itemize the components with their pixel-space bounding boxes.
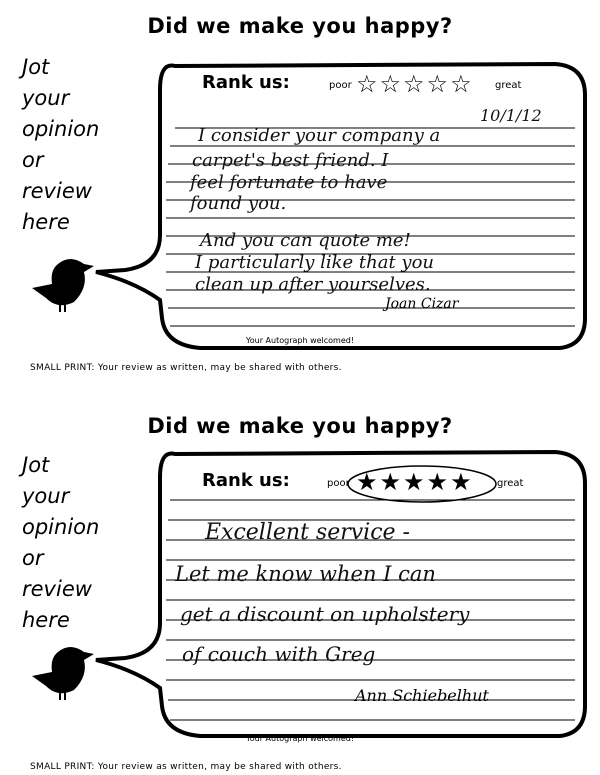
rank-label: Rank us:	[202, 72, 290, 93]
review-card-2	[0, 388, 600, 775]
handwritten-line: I particularly like that you	[195, 252, 435, 273]
rank-label: Rank us:	[202, 470, 290, 491]
side-prompt: Jot your opinion or review here	[22, 453, 100, 632]
star-icon[interactable]: ☆	[403, 70, 425, 98]
handwritten-line: I consider your company a	[198, 125, 441, 146]
handwritten-line: clean up after yourselves.	[195, 274, 431, 295]
handwritten-date: 10/1/12	[480, 106, 542, 125]
bird-icon	[32, 647, 94, 700]
great-label: great	[497, 478, 524, 489]
small-print: SMALL PRINT: Your review as written, may be shared with others.	[30, 363, 342, 373]
handwritten-line: of couch with Greg	[182, 642, 376, 666]
handwritten-line: And you can quote me!	[200, 230, 411, 251]
star-icon[interactable]: ★	[450, 468, 472, 496]
star-rating[interactable]	[356, 72, 472, 96]
handwritten-line: Excellent service -	[205, 520, 410, 545]
signature: Ann Schiebelhut	[355, 686, 489, 705]
handwritten-line: found you.	[190, 193, 287, 214]
star-icon[interactable]: ☆	[450, 70, 472, 98]
star-rating[interactable]	[356, 470, 472, 494]
small-print: SMALL PRINT: Your review as written, may be shared with others.	[30, 762, 342, 772]
star-icon[interactable]: ★	[356, 468, 378, 496]
handwritten-line: carpet's best friend. I	[192, 150, 389, 171]
star-icon[interactable]: ☆	[379, 70, 402, 98]
handwritten-line: get a discount on upholstery	[180, 602, 470, 626]
star-icon[interactable]: ☆	[426, 70, 449, 98]
review-card-1	[0, 0, 600, 387]
autograph-note: Your Autograph welcomed!	[245, 734, 355, 743]
bird-icon	[32, 259, 94, 312]
side-prompt: Jot your opinion or review here	[22, 55, 100, 234]
card-title: Did we make you happy?	[147, 414, 453, 438]
autograph-note: Your Autograph welcomed!	[245, 336, 355, 345]
star-icon[interactable]: ☆	[356, 70, 378, 98]
signature: Joan Cizar	[385, 296, 459, 312]
handwritten-line: Let me know when I can	[175, 562, 436, 586]
card-title: Did we make you happy?	[147, 14, 453, 38]
star-icon[interactable]: ★	[426, 468, 449, 496]
poor-label: poor	[329, 80, 352, 91]
star-icon[interactable]: ★	[379, 468, 402, 496]
poor-label: poor	[327, 478, 350, 489]
handwritten-line: feel fortunate to have	[190, 172, 388, 193]
great-label: great	[495, 80, 522, 91]
star-icon[interactable]: ★	[403, 468, 425, 496]
